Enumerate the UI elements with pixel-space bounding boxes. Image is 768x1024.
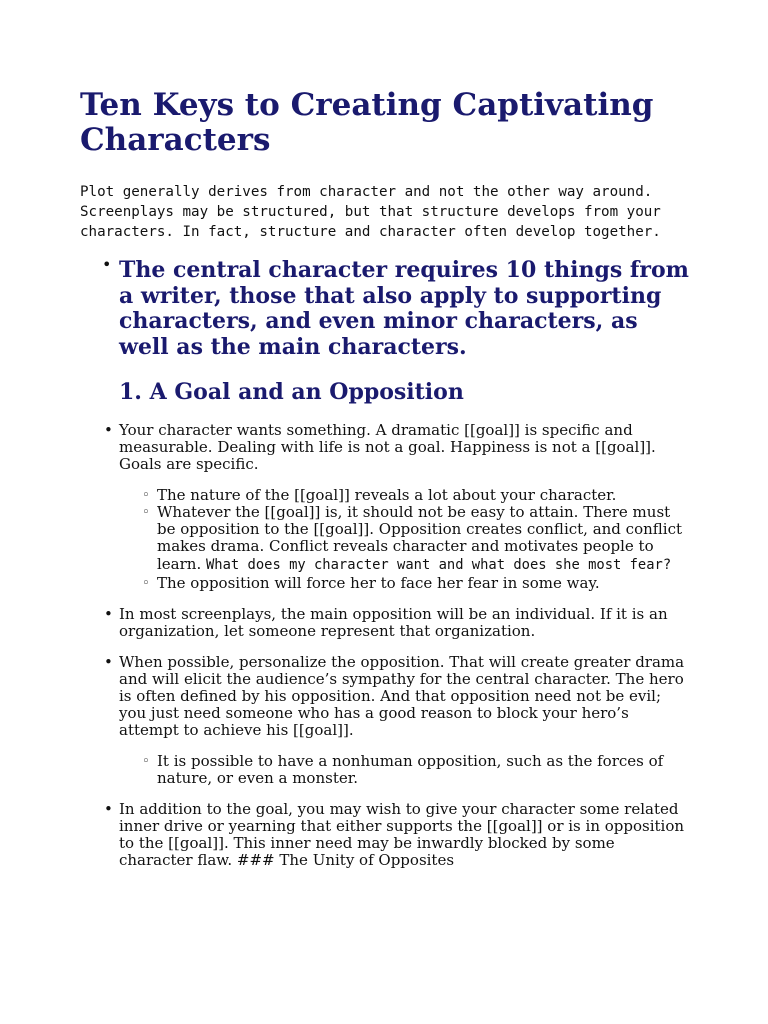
sub-list-item-mono-text: What does my character want and what does she most fear? <box>206 557 672 574</box>
sub-list-item <box>80 504 690 575</box>
bullet-dot-icon: • <box>104 653 113 672</box>
circle-bullet-icon: ◦ <box>142 754 150 770</box>
sub-list-item-text: The nature of the [[goal]] reveals a lot about your character. <box>157 486 617 505</box>
page-title: Ten Keys to Creating Captivating Characters <box>80 87 654 158</box>
bullet-dot-icon: • <box>104 605 113 624</box>
sub-bullet-list <box>80 753 690 787</box>
list-item-text: Your character wants something. A dramatic [[goal]] is specific and measurable. Dealing with life is not a goal. Happiness is not a [[goal]]. Goals are specific. <box>119 421 656 474</box>
list-item <box>80 422 690 473</box>
sub-list-item <box>80 575 690 592</box>
bullet-list <box>80 654 690 739</box>
document-page <box>80 88 690 869</box>
bullet-list <box>80 606 690 640</box>
intro-paragraph: Plot generally derives from character and not the other way around. Screenplays may be structured, but that structure develops from your characters. In fact, structure and character often develop together. <box>80 184 661 240</box>
list-item-text: In addition to the goal, you may wish to give your character some related inner drive or yearning that either supports the [[goal]] or is in opposition to the [[goal]]. This inner need may be inwardly blocked by some character flaw. ### The Unity of Opposites <box>119 800 685 870</box>
sub-list-item-text: Whatever the [[goal]] is, it should not be easy to attain. There must be opposition to the [[goal]]. Opposition creates conflict, and conflict makes drama. Conflict reveals character and motivates people to learn. <box>157 503 682 574</box>
list-item <box>80 654 690 739</box>
sub-bullet-list <box>80 487 690 592</box>
section-heading: 1. A Goal and an Opposition <box>119 379 464 406</box>
bullet-dot-icon: • <box>104 800 113 819</box>
circle-bullet-icon: ◦ <box>142 576 150 592</box>
list-item <box>80 606 690 640</box>
sub-list-item-text: The opposition will force her to face her fear in some way. <box>157 574 600 593</box>
lead-bullet-text: The central character requires 10 things from a writer, those that also apply to supporting characters, and even minor characters, as well as the main characters. <box>119 257 689 360</box>
list-item-text: In most screenplays, the main opposition will be an individual. If it is an organization, let someone represent that organization. <box>119 605 668 641</box>
bullet-dot-icon: • <box>102 255 112 274</box>
circle-bullet-icon: ◦ <box>142 505 150 521</box>
list-item <box>80 801 690 869</box>
sub-list-item-text: It is possible to have a nonhuman opposition, such as the forces of nature, or even a monster. <box>157 752 664 788</box>
bullet-list <box>80 422 690 473</box>
circle-bullet-icon: ◦ <box>142 488 150 504</box>
sub-list-item <box>80 753 690 787</box>
bullet-list <box>80 801 690 869</box>
bullet-dot-icon: • <box>104 421 113 440</box>
sub-list-item <box>80 487 690 504</box>
lead-bullet <box>80 255 690 360</box>
list-item-text: When possible, personalize the opposition. That will create greater drama and will elicit the audience’s sympathy for the central character. The hero is often defined by his opposition. And that opposition need not be evil; you just need someone who has a good reason to block your hero’s attempt to achieve his [[goal]]. <box>119 653 685 740</box>
